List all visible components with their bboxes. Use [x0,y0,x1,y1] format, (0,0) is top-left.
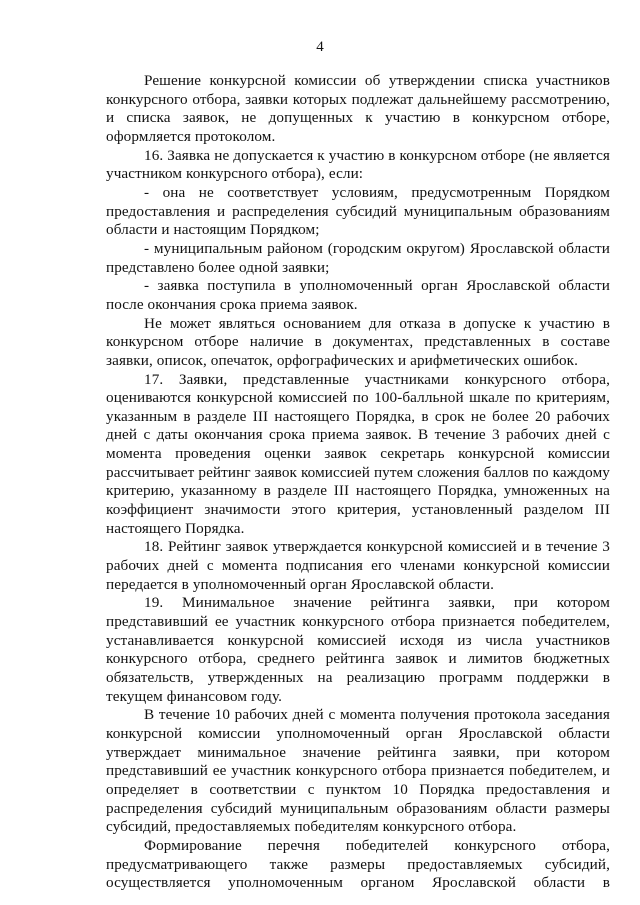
paragraph-item-18: 18. Рейтинг заявок утверждается конкурсной комиссией и в течение 3 рабочих дней с момента подписания его членами конкурсной комиссии передается в уполномоченный орган Ярославской области. [106,538,610,593]
document-body [106,72,610,893]
page-number: 4 [316,39,324,55]
paragraph-typos-not-grounds: Не может являться основанием для отказа в допуске к участию в конкурсном отборе наличие в документах, представленных в составе заявки, описок, опечаток, орфографических и арифметических ошибок. [106,314,610,369]
paragraph-item-19: 19. Минимальное значение рейтинга заявки, при котором представивший ее участник конкурсного отбора признается победителем, устанавливается конкурсной комиссией исходя из числа участников конкурсного отбора, среднего рейтинга заявок и лимитов бюджетных обязательств, утвержденных на реализацию программ поддержки в текущем финансовом году. [106,594,610,705]
paragraph-item-17: 17. Заявки, представленные участниками конкурсного отбора, оцениваются конкурсной комиссией по 100-балльной шкале по критериям, указанным в разделе III настоящего Порядка, в срок не более 20 рабочих дней с даты окончания срока приема заявок. В течение 3 рабочих дней с момента проведения оценки заявок секретарь конкурсной комиссии рассчитывает рейтинг заявок комиссией путем сложения баллов по каждому критерию, указанному в разделе III настоящего Порядка, умноженных на коэффициент значимости этого критерия, установленный разделом III настоящего Порядка. [106,370,610,537]
paragraph-winners-list: Формирование перечня победителей конкурсного отбора, предусматривающего также размеры предоставляемых субсидий, осуществляется уполномоченным органом Ярославской области в [106,836,610,892]
list-item-multiple-applications: - муниципальным районом (городским округом) Ярославской области представлено более одной заявки; [106,239,610,276]
paragraph-ten-days: В течение 10 рабочих дней с момента получения протокола заседания конкурсной комиссии уполномоченный орган Ярославской области утверждает минимальное значение рейтинга заявки, при котором представивший ее участник конкурсного отбора признается победителем, и определяет в соответствии с пунктом 10 Порядка предоставления и распределения субсидий муниципальным образованиям области размеры субсидий, предоставляемых победителям конкурсного отбора. [106,706,610,836]
paragraph-decision: Решение конкурсной комиссии об утверждении списка участников конкурсного отбора, заявки которых подлежат дальнейшему рассмотрению, и списка заявок, не допущенных к участию в конкурсном отборе, оформляется протоколом. [106,72,610,145]
paragraph-item-16: 16. Заявка не допускается к участию в конкурсном отборе (не является участником конкурсного отбора), если: [106,146,610,183]
list-item-conditions: - она не соответствует условиям, предусмотренным Порядком предоставления и распределения субсидий муниципальным образованиям области и настоящим Порядком; [106,183,610,239]
list-item-late-submission: - заявка поступила в уполномоченный орган Ярославской области после окончания срока приема заявок. [106,277,610,313]
